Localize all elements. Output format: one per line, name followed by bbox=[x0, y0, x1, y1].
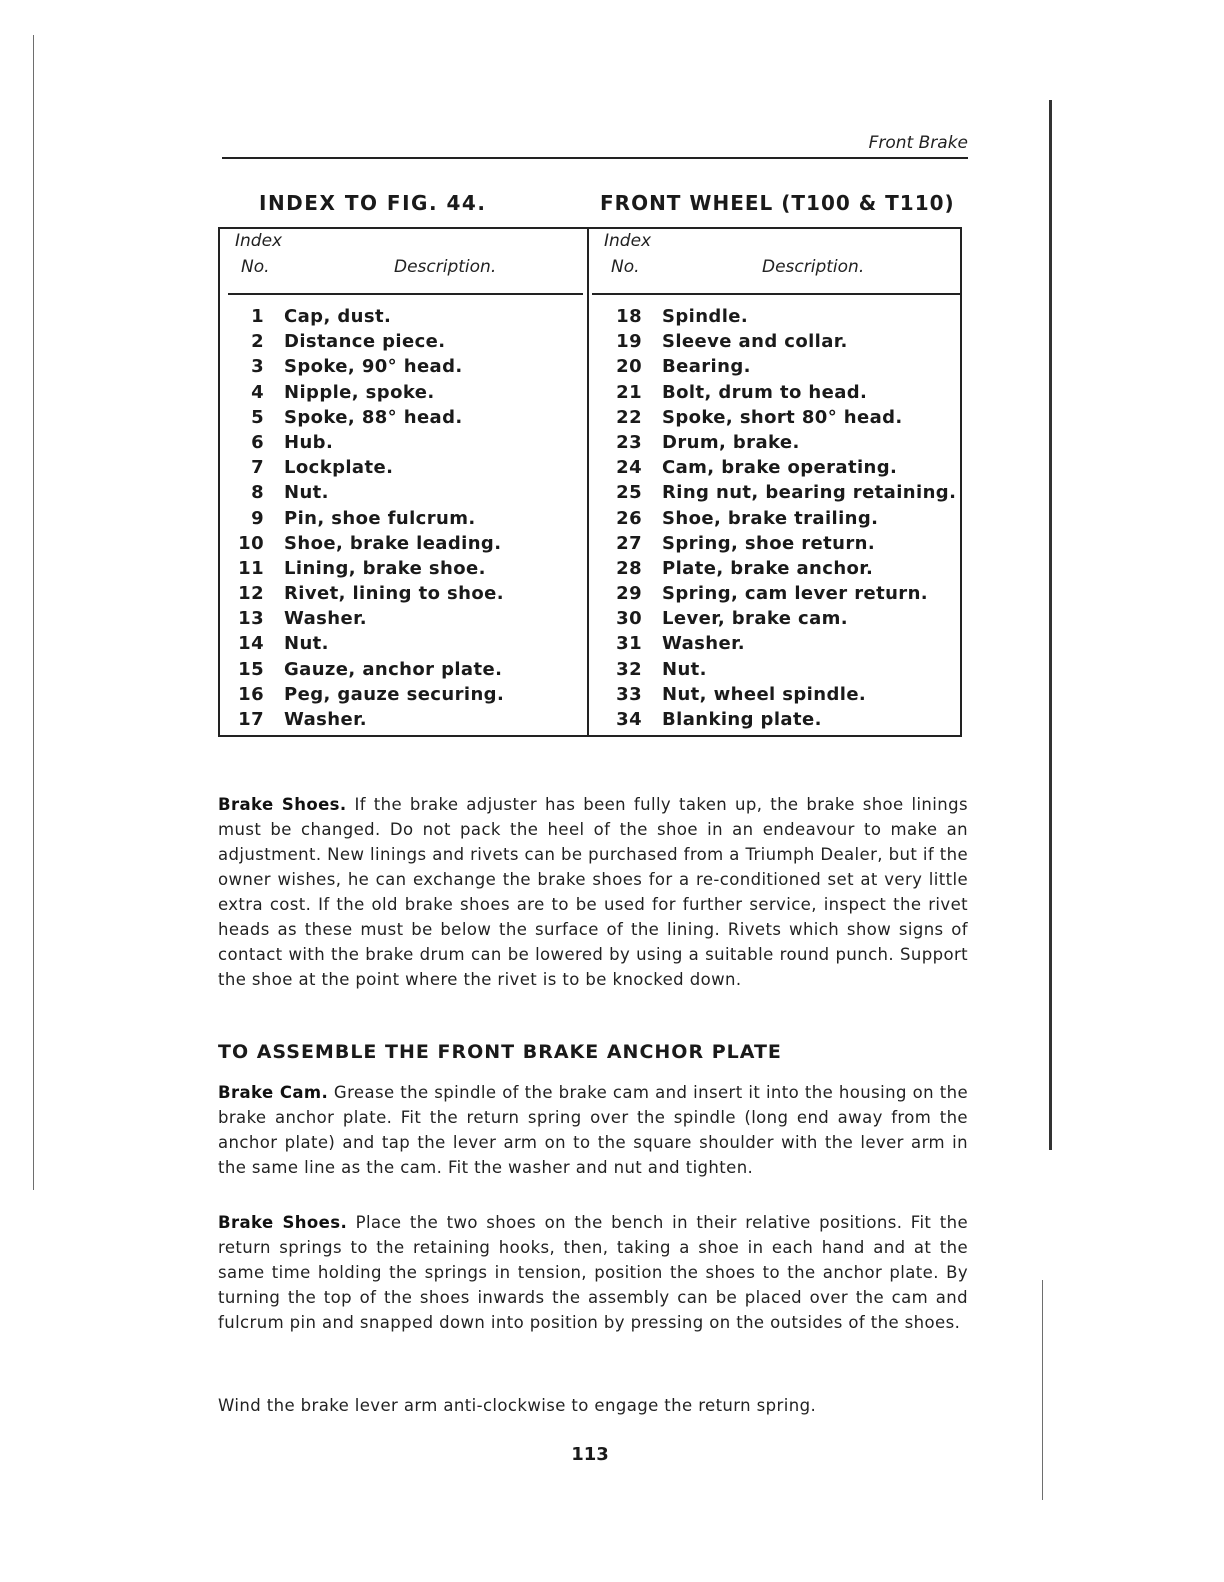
index-description: Washer. bbox=[284, 709, 368, 730]
paragraph-text: Grease the spindle of the brake cam and insert it into the housing on the brake anchor plate. Fit the return spring over the spindle (long end away from the anchor plate) and tap the lever arm on to the square shoulder with the lever arm in the same line as the cam. Fit the washer and nut and tighten. bbox=[218, 1083, 968, 1177]
index-number: 10 bbox=[238, 532, 264, 554]
index-description: Spring, shoe return. bbox=[662, 532, 876, 554]
index-number: 20 bbox=[616, 356, 642, 378]
index-description: Peg, gauze securing. bbox=[284, 683, 505, 705]
index-description: Washer. bbox=[284, 608, 368, 630]
index-number: 8 bbox=[251, 482, 264, 504]
index-description: Plate, brake anchor. bbox=[662, 557, 874, 579]
index-number: 4 bbox=[251, 381, 264, 403]
index-description: Cap, dust. bbox=[284, 306, 392, 327]
index-row bbox=[220, 581, 504, 606]
paragraph-lever-arm bbox=[218, 1393, 968, 1418]
index-row bbox=[598, 606, 956, 631]
header-rule-right bbox=[592, 293, 962, 295]
index-number: 28 bbox=[616, 557, 642, 579]
index-number: 30 bbox=[616, 608, 642, 630]
index-description: Cam, brake operating. bbox=[662, 457, 898, 479]
running-head: Front Brake bbox=[868, 133, 968, 153]
scan-edge-right bbox=[1049, 100, 1052, 1150]
index-row bbox=[598, 304, 956, 329]
col-header-index-left: Index bbox=[235, 231, 283, 251]
index-description: Rivet, lining to shoe. bbox=[284, 583, 504, 605]
header-rule bbox=[222, 157, 968, 159]
index-number: 2 bbox=[251, 331, 264, 353]
scan-edge-left bbox=[33, 35, 34, 1190]
index-number: 17 bbox=[238, 709, 264, 730]
index-description: Ring nut, bearing retaining. bbox=[662, 482, 957, 504]
index-description: Nut. bbox=[662, 658, 707, 680]
index-row bbox=[220, 455, 504, 480]
paragraph-brake-shoes-assembly bbox=[218, 1210, 968, 1335]
index-number: 15 bbox=[238, 658, 264, 680]
paragraph-text: Wind the brake lever arm anti-clockwise to engage the return spring. bbox=[218, 1396, 817, 1415]
index-number: 29 bbox=[616, 583, 642, 605]
index-row bbox=[598, 657, 956, 682]
index-row bbox=[598, 380, 956, 405]
col-header-no-left: No. bbox=[241, 257, 270, 277]
col-header-index-right: Index bbox=[604, 231, 652, 251]
index-row bbox=[220, 682, 504, 707]
index-row bbox=[220, 657, 504, 682]
index-row bbox=[220, 430, 504, 455]
index-number: 16 bbox=[238, 683, 264, 705]
index-row bbox=[220, 606, 504, 631]
index-description: Blanking plate. bbox=[662, 709, 822, 730]
index-description: Spoke, 90° head. bbox=[284, 356, 463, 378]
section-heading: TO ASSEMBLE THE FRONT BRAKE ANCHOR PLATE bbox=[218, 1041, 782, 1063]
index-row bbox=[598, 707, 956, 732]
paragraph-lead: Brake Shoes. bbox=[218, 1213, 348, 1232]
index-row bbox=[598, 480, 956, 505]
index-description: Shoe, brake leading. bbox=[284, 532, 502, 554]
index-description: Drum, brake. bbox=[662, 431, 800, 453]
index-description: Bearing. bbox=[662, 356, 751, 378]
paragraph-brake-cam bbox=[218, 1080, 968, 1180]
index-row bbox=[220, 707, 504, 732]
index-description: Spindle. bbox=[662, 306, 749, 327]
index-row bbox=[598, 405, 956, 430]
paragraph-lead: Brake Shoes. bbox=[218, 795, 347, 814]
index-number: 1 bbox=[251, 306, 264, 327]
index-row bbox=[598, 354, 956, 379]
index-description: Nut. bbox=[284, 633, 329, 655]
paragraph-text: Place the two shoes on the bench in their relative positions. Fit the return springs to the retaining hooks, then, taking a shoe in each hand and at the same time holding the springs in tension, position the shoes to the anchor plate. By turning the top of the shoes inwards the assembly can be placed over the cam and fulcrum pin and snapped down into position by pressing on the outsides of the shoes. bbox=[218, 1213, 969, 1332]
index-list-right bbox=[598, 304, 956, 732]
index-row bbox=[598, 506, 956, 531]
index-number: 11 bbox=[238, 557, 264, 579]
index-number: 23 bbox=[616, 431, 642, 453]
index-number: 14 bbox=[238, 633, 264, 655]
index-description: Spoke, short 80° head. bbox=[662, 406, 903, 428]
index-number: 7 bbox=[251, 457, 264, 479]
paragraph-brake-shoes-relining bbox=[218, 792, 968, 992]
index-number: 19 bbox=[616, 331, 642, 353]
index-row bbox=[220, 480, 504, 505]
index-description: Lever, brake cam. bbox=[662, 608, 849, 630]
scan-edge-right-lower bbox=[1042, 1280, 1043, 1500]
index-row bbox=[220, 506, 504, 531]
index-number: 33 bbox=[616, 683, 642, 705]
index-description: Spoke, 88° head. bbox=[284, 406, 463, 428]
index-row bbox=[598, 556, 956, 581]
index-row bbox=[220, 380, 504, 405]
index-description: Spring, cam lever return. bbox=[662, 583, 929, 605]
index-number: 27 bbox=[616, 532, 642, 554]
index-description: Gauze, anchor plate. bbox=[284, 658, 503, 680]
index-description: Distance piece. bbox=[284, 331, 446, 353]
index-row bbox=[220, 405, 504, 430]
index-table bbox=[218, 227, 962, 737]
index-number: 5 bbox=[251, 406, 264, 428]
index-row bbox=[598, 531, 956, 556]
index-description: Bolt, drum to head. bbox=[662, 381, 868, 403]
index-number: 18 bbox=[616, 306, 642, 327]
index-row bbox=[220, 531, 504, 556]
index-number: 21 bbox=[616, 381, 642, 403]
index-description: Shoe, brake trailing. bbox=[662, 507, 879, 529]
index-description: Hub. bbox=[284, 431, 334, 453]
index-description: Lockplate. bbox=[284, 457, 394, 479]
index-description: Nut, wheel spindle. bbox=[662, 683, 867, 705]
index-number: 34 bbox=[616, 709, 642, 730]
index-description: Nut. bbox=[284, 482, 329, 504]
index-row bbox=[598, 430, 956, 455]
index-row bbox=[220, 556, 504, 581]
paragraph-lead: Brake Cam. bbox=[218, 1083, 329, 1102]
index-number: 9 bbox=[251, 507, 264, 529]
index-list-left bbox=[220, 304, 504, 732]
index-number: 25 bbox=[616, 482, 642, 504]
header-rule-left bbox=[228, 293, 583, 295]
index-number: 13 bbox=[238, 608, 264, 630]
index-row bbox=[220, 329, 504, 354]
index-number: 31 bbox=[616, 633, 642, 655]
index-description: Sleeve and collar. bbox=[662, 331, 848, 353]
col-header-description-left: Description. bbox=[394, 257, 497, 277]
index-row bbox=[220, 631, 504, 656]
index-number: 12 bbox=[238, 583, 264, 605]
index-row bbox=[598, 455, 956, 480]
index-subtitle: FRONT WHEEL (T100 & T110) bbox=[600, 191, 955, 215]
index-description: Lining, brake shoe. bbox=[284, 557, 486, 579]
index-number: 26 bbox=[616, 507, 642, 529]
column-divider bbox=[587, 229, 589, 735]
index-description: Washer. bbox=[662, 633, 746, 655]
index-row bbox=[220, 304, 504, 329]
index-row bbox=[598, 631, 956, 656]
col-header-description-right: Description. bbox=[762, 257, 865, 277]
page-number: 113 bbox=[571, 1444, 609, 1465]
index-row bbox=[220, 354, 504, 379]
index-number: 32 bbox=[616, 658, 642, 680]
index-description: Nipple, spoke. bbox=[284, 381, 435, 403]
index-number: 6 bbox=[251, 431, 264, 453]
index-row bbox=[598, 682, 956, 707]
index-number: 3 bbox=[251, 356, 264, 378]
index-description: Pin, shoe fulcrum. bbox=[284, 507, 476, 529]
paragraph-text: If the brake adjuster has been fully taken up, the brake shoe linings must be changed. Do not pack the heel of the shoe in an endeavour to make an adjustment. New linings and rivets can be purchased from a Triumph Dealer, but if the owner wishes, he can exchange the brake shoes for a re-conditioned set at very little extra cost. If the old brake shoes are to be used for further service, inspect the rivet heads as these must be below the surface of the lining. Rivets which show signs of contact with the brake drum can be lowered by using a suitable round punch. Support the shoe at the point where the rivet is to be knocked down. bbox=[218, 795, 968, 989]
index-row bbox=[598, 581, 956, 606]
index-row bbox=[598, 329, 956, 354]
index-title: INDEX TO FIG. 44. bbox=[259, 191, 487, 215]
index-number: 24 bbox=[616, 457, 642, 479]
col-header-no-right: No. bbox=[611, 257, 640, 277]
index-number: 22 bbox=[616, 406, 642, 428]
